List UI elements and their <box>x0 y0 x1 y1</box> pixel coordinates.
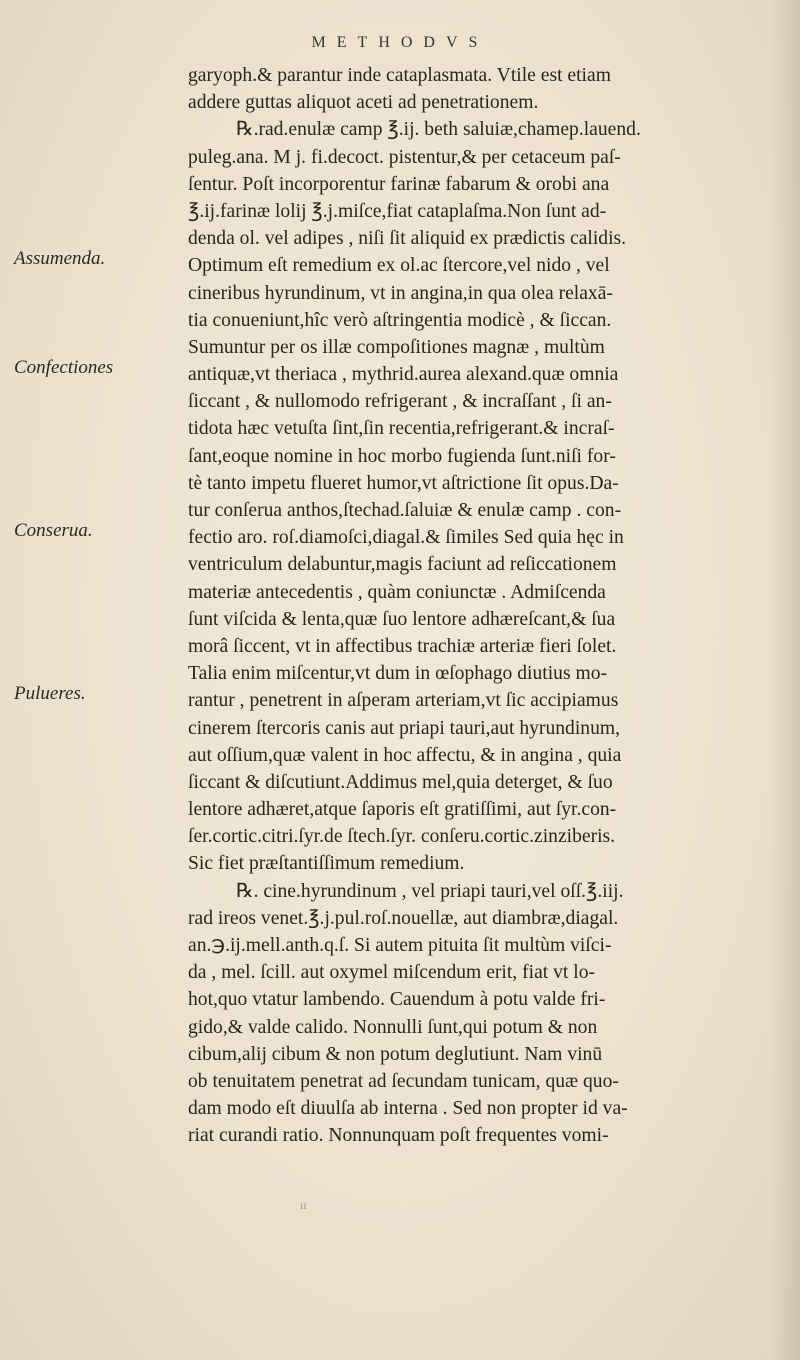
text-line: garyoph.& parantur inde cataplasmata. Vtile est etiam <box>188 65 611 86</box>
text-line: cinerem ſtercoris canis aut priapi tauri,aut hyrundinum, <box>188 717 621 739</box>
text-line: ſiccant , & nullomodo refrigerant , & incraſſant , ſi an- <box>188 391 612 413</box>
text-line: ſant,eoque nomine in hoc morbo fugienda ſunt.niſi for- <box>188 445 616 467</box>
text-line: dam modo eſt diuulſa ab interna . Sed non propter id va- <box>188 1098 628 1120</box>
text-line: Talia enim miſcentur,vt dum in œſophago diutius mo- <box>188 663 608 685</box>
text-line: da , mel. ſcill. aut oxymel miſcendum erit, fiat vt lo- <box>188 962 596 984</box>
margin-note-assumenda: Assumenda. <box>14 248 106 269</box>
text-line: gido,& valde calido. Nonnulli ſunt,qui potum & non <box>188 1016 598 1038</box>
text-line: ℥.ij.farinæ lolij ℥.j.miſce,fiat cataplaſma.Non ſunt ad- <box>188 200 607 222</box>
text-line: ſiccant & diſcutiunt.Addimus mel,quia deterget, & ſuo <box>188 771 613 793</box>
text-line: denda ol. vel adipes , niſi ſit aliquid ex prædictis calidis. <box>188 228 627 250</box>
text-line: ſer.cortic.citri.ſyr.de ſtech.ſyr. conſeru.cortic.zinziberis. <box>188 826 616 848</box>
margin-note-confectiones: Confectiones <box>14 357 114 378</box>
text-line: Optimum eſt remedium ex ol.ac ſtercore,vel nido , vel <box>188 255 610 277</box>
text-line: puleg.ana. M j. fi.decoct. pistentur,& per cetaceum paſ- <box>188 146 621 168</box>
text-line: addere guttas aliquot aceti ad penetrationem. <box>188 92 539 114</box>
text-line: ℞. cine.hyrundinum , vel priapi tauri,vel oſſ.℥.iij. <box>236 880 624 902</box>
text-line: tè tanto impetu flueret humor,vt aſtrictione ſit opus.Da- <box>188 472 619 494</box>
text-line: tidota hæc vetuſta ſint,ſin recentia,refrigerant.& incraſ- <box>188 418 615 440</box>
text-line: materiæ antecedentis , quàm coniunctæ . Admiſcenda <box>188 581 606 603</box>
text-line: rad ireos venet.℥.j.pul.roſ.nouellæ, aut diambræ,diagal. <box>188 907 619 929</box>
text-line: an.℈.ij.mell.anth.q.ſ. Si autem pituita ſit multùm viſci- <box>188 935 612 956</box>
text-line: ventriculum delabuntur,magis faciunt ad reſiccationem <box>188 554 617 576</box>
text-line: ſunt viſcida & lenta,quæ ſuo lentore adhæreſcant,& ſua <box>188 608 616 630</box>
running-header: METHODVS <box>311 34 489 51</box>
text-line: aut oſſium,quæ valent in hoc affectu, & in angina , quia <box>188 744 622 766</box>
margin-note-conserua: Conserua. <box>14 520 93 541</box>
text-line: fectio aro. roſ.diamoſci,diagal.& ſimiles Sed quia hęc in <box>188 527 624 549</box>
text-line: lentore adhæret,atque ſaporis eſt gratiſſimi, aut ſyr.con- <box>188 799 617 821</box>
text-line: tur conſerua anthos,ſtechad.ſaluiæ & enulæ camp . con- <box>188 500 622 521</box>
text-line: cineribus hyrundinum, vt in angina,in qua olea relaxā- <box>188 282 613 304</box>
text-line: ℞.rad.enulæ camp ℥.ij. beth saluiæ,chamep.lauend. <box>236 119 641 141</box>
text-line: riat curandi ratio. Nonnunquam poſt frequentes vomi- <box>188 1125 609 1147</box>
page-edge-shadow <box>770 0 800 1360</box>
text-line: ob tenuitatem penetrat ad ſecundam tunicam, quæ quo- <box>188 1070 619 1092</box>
text-line: morâ ſiccent, vt in affectibus trachiæ arteriæ fieri ſolet. <box>188 635 617 657</box>
text-line: hot,quo vtatur lambendo. Cauendum à potu valde fri- <box>188 989 606 1011</box>
text-line: cibum,alij cibum & non potum deglutiunt. Nam vinū <box>188 1043 603 1065</box>
signature-mark: ıı <box>300 1198 307 1212</box>
text-line: Sic fiet præſtantiſſimum remedium. <box>188 853 465 875</box>
text-line: Sumuntur per os illæ compoſitiones magnæ , multùm <box>188 336 605 358</box>
main-text-block <box>188 62 773 1150</box>
text-line: antiquæ,vt theriaca , mythrid.aurea alexand.quæ omnia <box>188 364 619 386</box>
text-line: rantur , penetrent in aſperam arteriam,vt ſic accipiamus <box>188 690 619 712</box>
margin-note-pulueres: Pulueres. <box>14 683 86 704</box>
text-line: tia conueniunt,hîc verò aſtringentia modicè , & ſiccan. <box>188 309 612 331</box>
text-line: ſentur. Poſt incorporentur farinæ fabarum & orobi ana <box>188 173 610 195</box>
